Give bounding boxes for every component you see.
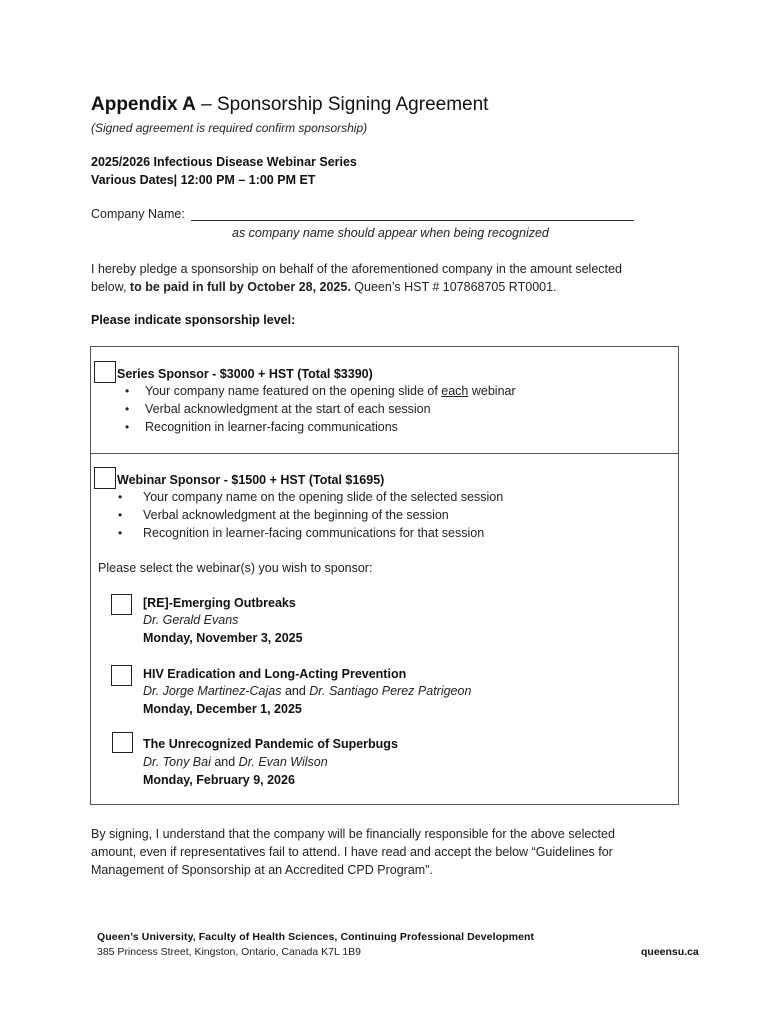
- closing-paragraph: [91, 825, 691, 879]
- list-item: • Recognition in learner-facing communications for that session: [118, 525, 503, 543]
- sponsorship-level-heading: Please indicate sponsorship level:: [91, 313, 296, 327]
- footer-organization: Queen’s University, Faculty of Health Sciences, Continuing Professional Development: [97, 931, 535, 943]
- session-date: Monday, February 9, 2026: [143, 773, 295, 787]
- event-dates: Various Dates| 12:00 PM – 1:00 PM ET: [91, 173, 316, 187]
- closing-line-2: amount, even if representatives fail to attend. I have read and accept the below “Guidelines for: [91, 845, 613, 859]
- list-item: • Your company name featured on the opening slide of each webinar: [125, 383, 516, 401]
- list-item: • Verbal acknowledgment at the beginning of the session: [118, 507, 503, 525]
- session-date: Monday, November 3, 2025: [143, 631, 303, 645]
- session-date: Monday, December 1, 2025: [143, 702, 302, 716]
- pledge-line-1: I hereby pledge a sponsorship on behalf of the aforementioned company in the amount selected: [91, 262, 622, 276]
- session-speakers: Dr. Gerald Evans: [143, 613, 239, 627]
- series-sponsor-benefits: [125, 383, 516, 436]
- session-title: HIV Eradication and Long-Acting Prevention: [143, 667, 407, 681]
- session-checkbox-superbugs[interactable]: [112, 732, 133, 753]
- company-name-label: Company Name:: [91, 207, 185, 221]
- session-title: The Unrecognized Pandemic of Superbugs: [143, 737, 398, 751]
- options-divider: [91, 453, 678, 454]
- company-name-hint: as company name should appear when being recognized: [232, 226, 549, 240]
- pledge-line-2: [91, 278, 691, 296]
- list-item: • Verbal acknowledgment at the start of each session: [125, 401, 516, 419]
- bullet-icon: •: [118, 507, 123, 522]
- event-name: 2025/2026 Infectious Disease Webinar Series: [91, 155, 357, 169]
- session-checkbox-hiv[interactable]: [111, 665, 132, 686]
- webinar-sponsor-checkbox[interactable]: [94, 467, 116, 489]
- session-speakers: Dr. Jorge Martinez-Cajas and Dr. Santiago Perez Patrigeon: [143, 684, 472, 698]
- session-checkbox-outbreaks[interactable]: [111, 594, 132, 615]
- pledge-paragraph: [91, 260, 691, 296]
- pledge-deadline: to be paid in full by October 28, 2025.: [129, 280, 351, 294]
- list-item: • Your company name on the opening slide of the selected session: [118, 489, 503, 507]
- footer-address: 385 Princess Street, Kingston, Ontario, Canada K7L 1B9: [97, 946, 362, 958]
- pledge-hst: Queen’s HST # 107868705 RT0001.: [350, 280, 557, 294]
- company-name-field[interactable]: [191, 220, 634, 221]
- page-title: [91, 94, 488, 116]
- closing-line-1: By signing, I understand that the company will be financially responsible for the above selected: [91, 827, 615, 841]
- page-subtitle: (Signed agreement is required confirm sponsorship): [91, 121, 368, 135]
- webinar-select-prompt: Please select the webinar(s) you wish to sponsor:: [98, 561, 373, 575]
- pledge-below: below,: [91, 280, 130, 294]
- bullet-icon: •: [125, 384, 130, 398]
- title-rest: – Sponsorship Signing Agreement: [195, 94, 489, 115]
- bullet-icon: •: [125, 401, 130, 416]
- series-sponsor-checkbox[interactable]: [94, 361, 116, 383]
- title-bold: Appendix A: [91, 94, 196, 115]
- bullet-icon: •: [118, 525, 123, 540]
- series-sponsor-title: Series Sponsor - $3000 + HST (Total $3390): [117, 367, 373, 381]
- list-item: • Recognition in learner-facing communications: [125, 419, 516, 437]
- footer-website[interactable]: queensu.ca: [641, 946, 699, 958]
- webinar-sponsor-title: Webinar Sponsor - $1500 + HST (Total $1695): [117, 473, 385, 487]
- closing-line-3: Management of Sponsorship at an Accredited CPD Program”.: [91, 863, 433, 877]
- webinar-sponsor-benefits: [118, 489, 503, 542]
- bullet-icon: •: [125, 419, 130, 434]
- session-title: [RE]-Emerging Outbreaks: [143, 596, 296, 610]
- session-speakers: Dr. Tony Bai and Dr. Evan Wilson: [143, 755, 328, 769]
- bullet-icon: •: [118, 490, 123, 504]
